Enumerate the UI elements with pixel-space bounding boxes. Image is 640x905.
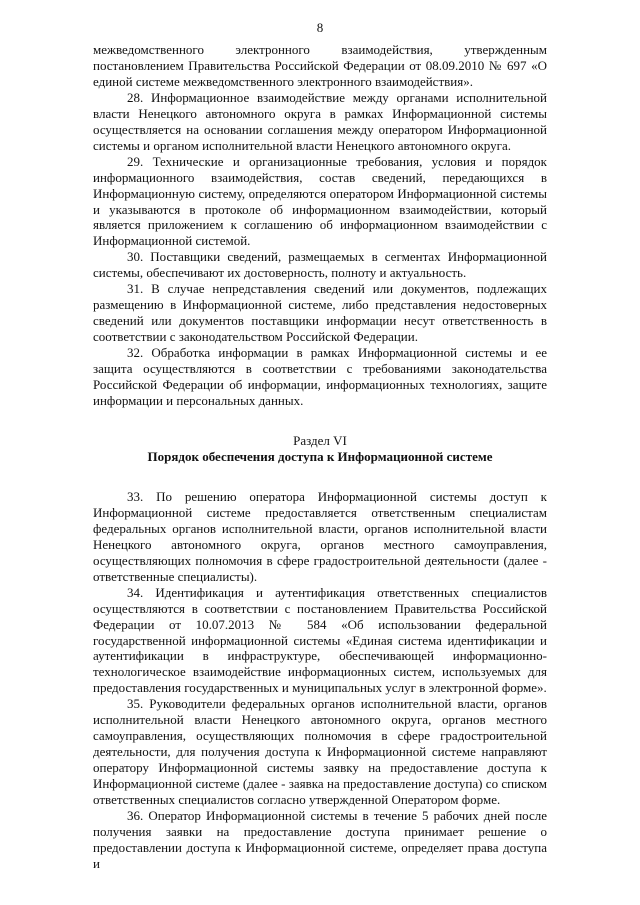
- paragraph: 36. Оператор Информационной системы в течение 5 рабочих дней после получения заявки на предоставление доступа принимает решение о предоставлении доступа к Информационной системе, определяет права доступа и: [93, 807, 547, 871]
- paragraphs-after: [93, 489, 547, 872]
- paragraph: 33. По решению оператора Информационной системы доступ к Информационной системе предоставляется ответственным специалистам федеральных органов исполнительной власти, органов исполнительной власти Ненецкого автономного округа, органов местного самоуправления, осуществляющих полномочия в сфере градостроительной деятельности (далее - ответственные специалисты).: [93, 488, 547, 584]
- paragraph: 28. Информационное взаимодействие между органами исполнительной власти Ненецкого автономного округа в рамках Информационной системы осуществляется на основании соглашения между оператором Информационной системы и органом исполнительной власти Ненецкого автономного округа.: [93, 89, 547, 153]
- section-heading: [93, 409, 547, 489]
- paragraph: 30. Поставщики сведений, размещаемых в сегментах Информационной системы, обеспечивают их достоверность, полноту и актуальность.: [93, 249, 547, 281]
- paragraph: межведомственного электронного взаимодействия, утвержденным постановлением Правительства Российской Федерации от 08.09.2010 № 697 «О единой системе межведомственного электронного взаимодействия».: [93, 42, 547, 89]
- paragraphs-before: [93, 42, 547, 409]
- paragraph: 34. Идентификация и аутентификация ответственных специалистов осуществляются в соответствии с постановлением Правительства Российской Федерации от 10.07.2013 № 584 «Об использовании федеральной государственной информационной системы «Единая система идентификации и аутентификации в инфраструктуре, обеспечивающей информационно-технологическое взаимодействие информационных систем, используемых для предоставления государственных и муниципальных услуг в электронной форме».: [93, 584, 547, 696]
- section-label: Раздел VI: [293, 432, 347, 448]
- paragraph: 29. Технические и организационные требования, условия и порядок информационного взаимодействия, состав сведений, передающихся в Информационную систему, определяются оператором Информационной системы и указываются в протоколе об информационном взаимодействии, который является приложением к соглашению об информационном взаимодействии с Информационной системой.: [93, 153, 547, 249]
- paragraph: 32. Обработка информации в рамках Информационной системы и ее защита осуществляются в соответствии с требованиями законодательства Российской Федерации об информации, информационных технологиях, защите информации и персональных данных.: [93, 345, 547, 408]
- paragraph: 35. Руководители федеральных органов исполнительной власти, органов исполнительной власти Ненецкого автономного округа, органов местного самоуправления, осуществляющих полномочия в сфере градостроительной деятельности, для получения доступа к Информационной системе направляют оператору Информационной системы заявку на предоставление доступа к Информационной системе (далее - заявка на предоставление доступа) со списком ответственных специалистов согласно утвержденной Оператором форме.: [93, 696, 547, 808]
- section-title: Порядок обеспечения доступа к Информационной системе: [147, 448, 493, 464]
- paragraph: 31. В случае непредставления сведений или документов, подлежащих размещению в Информационной системе, либо представления недостоверных сведений или документов поставщики информации несут ответственность в соответствии с законодательством Российской Федерации.: [93, 281, 547, 345]
- document-body: [93, 42, 547, 872]
- page-number: 8: [316, 20, 324, 35]
